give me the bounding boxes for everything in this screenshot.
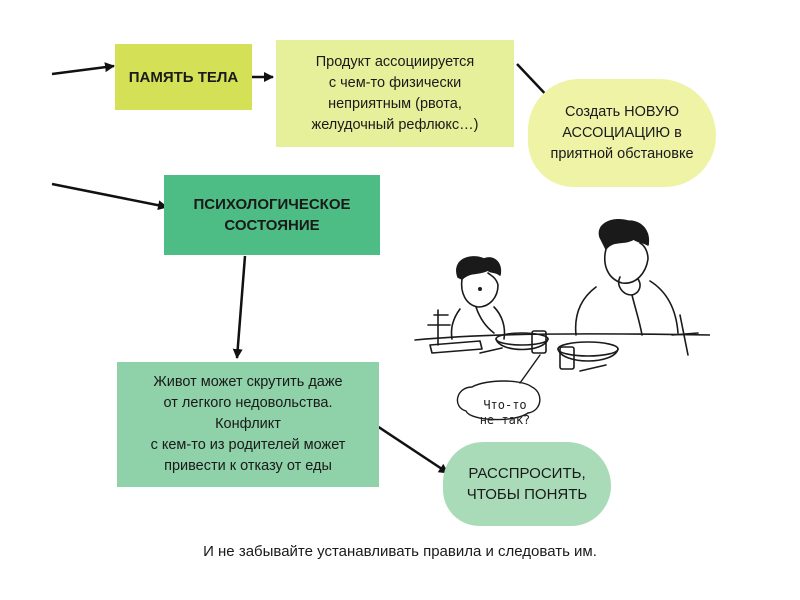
arrow-psych-to-stomach xyxy=(237,256,245,358)
arrow-into-psych-state xyxy=(52,184,167,207)
node-stomach-line-1: Живот может скрутить даже xyxy=(153,374,343,390)
node-psych-state xyxy=(164,175,380,255)
node-stomach-line-3: Конфликт xyxy=(215,416,281,432)
bowl-adult-body xyxy=(558,349,618,361)
node-ask-line-2: ЧТОБЫ ПОНЯТЬ xyxy=(466,486,588,503)
node-stomach-line-5: привести к отказу от еды xyxy=(164,458,332,474)
node-stomach-line-2: от легкого недовольства. xyxy=(163,395,333,411)
node-psych-line-1: ПСИХОЛОГИЧЕСКОЕ xyxy=(193,196,351,213)
node-body-memory xyxy=(115,44,252,110)
arrow-into-body-memory xyxy=(52,66,114,74)
child-arm xyxy=(476,307,494,333)
footer-note: И не забывайте устанавливать правила и следовать им. xyxy=(203,543,597,560)
node-ask-line-1: РАССПРОСИТЬ, xyxy=(468,465,586,482)
speech-bubble-line-2: не так? xyxy=(479,413,531,427)
node-product-line-3: неприятным (рвота, xyxy=(328,95,462,112)
node-stomach xyxy=(117,362,379,487)
spoon-adult-icon xyxy=(580,365,606,371)
adult-arm xyxy=(632,295,642,335)
table-edge-line xyxy=(415,334,710,340)
child-hair xyxy=(457,257,500,279)
node-psych-line-2: СОСТОЯНИЕ xyxy=(224,217,320,234)
speech-bubble-line-1: Что-то xyxy=(483,398,527,412)
node-product-association xyxy=(276,40,514,147)
node-product-line-2: с чем-то физически xyxy=(328,74,462,91)
spoon-child-icon xyxy=(480,348,502,353)
bowl-adult xyxy=(558,342,618,356)
node-product-line-1: Продукт ассоциируется xyxy=(315,53,475,70)
adult-body xyxy=(576,281,678,335)
node-product-line-4: желудочный рефлюкс…) xyxy=(311,116,479,133)
node-body-memory-label: ПАМЯТЬ ТЕЛА xyxy=(128,68,239,86)
speech-bubble-text xyxy=(470,398,540,428)
speech-bubble-tail xyxy=(520,355,540,383)
node-new-association-line-3: приятной обстановке xyxy=(550,145,694,162)
node-stomach-line-4: с кем-то из родителей может xyxy=(150,437,346,453)
node-new-association-line-2: АССОЦИАЦИЮ в xyxy=(562,124,682,141)
adult-hair xyxy=(599,220,648,249)
illustration-parent-and-child xyxy=(410,215,710,435)
adult-face xyxy=(605,243,648,283)
node-new-association-line-1: Создать НОВУЮ xyxy=(565,103,679,120)
node-new-association xyxy=(528,79,716,187)
node-ask-to-understand xyxy=(443,442,611,526)
chair-left-icon xyxy=(428,310,450,345)
child-eye xyxy=(479,288,481,290)
